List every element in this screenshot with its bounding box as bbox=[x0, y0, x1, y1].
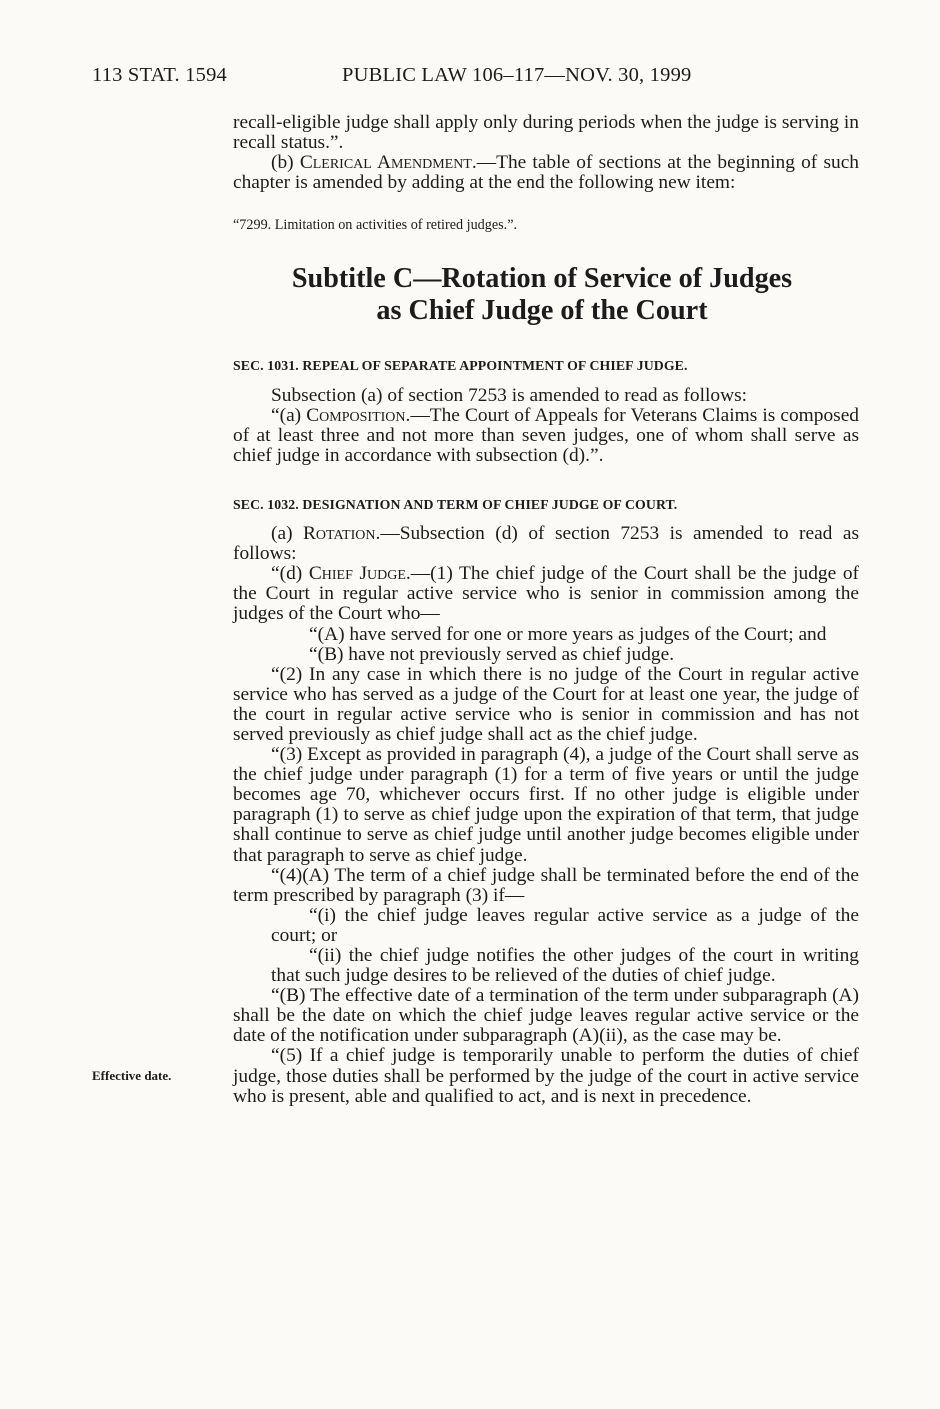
margin-note-effective-date: Effective date. bbox=[92, 1068, 172, 1083]
text-body: .—(1) The chief judge of the Court shall be the judge of the Court in regular active service who is senior in commission among the judges of the Court who— bbox=[233, 563, 859, 625]
clerical-amendment-heading: Clerical Amendment bbox=[299, 152, 472, 174]
public-law-title: PUBLIC LAW 106–117—NOV. 30, 1999 bbox=[342, 64, 692, 86]
section-1032-chief-judge bbox=[233, 564, 859, 624]
paragraph-2: “(2) In any case in which there is no judge of the Court in regular active service who has served as a judge of the Court for at least one year, the judge of the court in regular active service who is senior in commission and has not served previously as chief judge shall act as the chief judge. bbox=[233, 663, 859, 745]
text-lead: (a) bbox=[271, 523, 303, 545]
text-lead: “(d) bbox=[271, 563, 309, 585]
paragraph-4A: “(4)(A) The term of a chief judge shall be terminated before the end of the term prescribed by paragraph (3) if— bbox=[233, 864, 859, 906]
chief-judge-heading: Chief Judge bbox=[308, 563, 406, 585]
table-item-7299: “7299. Limitation on activities of retired judges.”. bbox=[233, 217, 518, 234]
clause-i: “(i) the chief judge leaves regular active service as a judge of the court; or bbox=[271, 904, 859, 946]
text-body: .—Subsection (d) of section 7253 is amended to read as follows: bbox=[233, 523, 859, 565]
paragraph-5: “(5) If a chief judge is temporarily unable to perform the duties of chief judge, those duties shall be performed by the judge of the court in active service who is present, able and qualified to act, and is next in precedence. bbox=[233, 1045, 859, 1107]
paragraph-clerical-amendment bbox=[233, 153, 859, 193]
stat-page-number: 113 STAT. 1594 bbox=[92, 64, 227, 86]
subtitle-line-2: as Chief Judge of the Court bbox=[376, 295, 708, 327]
subtitle-line-1: Subtitle C—Rotation of Service of Judges bbox=[291, 263, 793, 295]
subtitle-heading bbox=[225, 263, 859, 327]
rotation-heading: Rotation bbox=[303, 523, 376, 545]
section-1031-intro: Subsection (a) of section 7253 is amended to read as follows: bbox=[271, 384, 748, 406]
section-1031-composition bbox=[233, 406, 859, 466]
text-body: .—The Court of Appeals for Veterans Claims is composed of at least three and not more than seven judges, one of whom shall serve as chief judge in accordance with subsection (d).”. bbox=[233, 404, 859, 466]
paragraph-recall: recall-eligible judge shall apply only during periods when the judge is serving in recall status.”. bbox=[233, 112, 859, 154]
section-1031-heading: SEC. 1031. REPEAL OF SEPARATE APPOINTMENT OF CHIEF JUDGE. bbox=[233, 358, 688, 374]
composition-heading: Composition bbox=[306, 404, 406, 426]
text-body: .—The table of sections at the beginning of such chapter is amended by adding at the end the following new item: bbox=[233, 152, 860, 194]
subparagraph-A: “(A) have served for one or more years as judges of the Court; and bbox=[309, 623, 827, 645]
text-lead: “(a) bbox=[271, 404, 307, 426]
clause-ii: “(ii) the chief judge notifies the other judges of the court in writing that such judge desires to be relieved of the duties of chief judge. bbox=[271, 945, 859, 987]
paragraph-3: “(3) Except as provided in paragraph (4), a judge of the Court shall serve as the chief judge under paragraph (1) for a term of five years or until the judge becomes age 70, whichever occurs first. If no other judge is eligible under paragraph (1) to serve as chief judge upon the expiration of that term, that judge shall continue to serve as chief judge until another judge becomes eligible under that paragraph to serve as chief judge. bbox=[233, 744, 859, 866]
document-body bbox=[233, 113, 859, 1107]
text-lead: (b) bbox=[271, 152, 300, 174]
section-1032-heading: SEC. 1032. DESIGNATION AND TERM OF CHIEF JUDGE OF COURT. bbox=[233, 496, 678, 512]
subparagraph-B: “(B) have not previously served as chief judge. bbox=[309, 643, 675, 665]
paragraph-4B: “(B) The effective date of a termination of the term under subparagraph (A) shall be the date on which the chief judge leaves regular active service or the date of the notification under subparagraph (A)(ii), as the case may be. bbox=[233, 985, 859, 1047]
section-1032-rotation bbox=[233, 524, 859, 564]
